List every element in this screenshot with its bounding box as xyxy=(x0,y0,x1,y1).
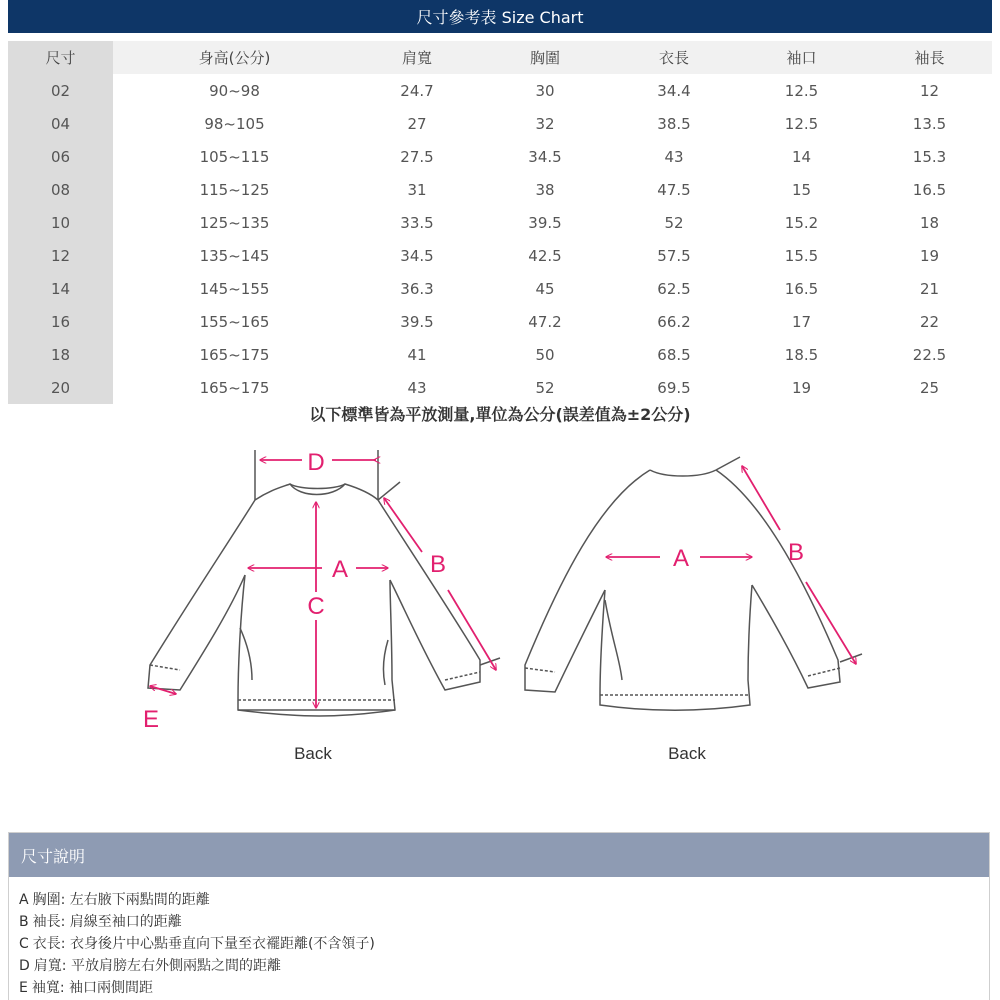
description-item xyxy=(19,977,989,999)
table-row xyxy=(8,107,992,140)
cell-length: 43 xyxy=(664,147,684,166)
cell-shoulder: 33.5 xyxy=(400,213,434,232)
left-label-e: E xyxy=(142,706,160,733)
left-label-b: B xyxy=(429,551,447,578)
description-key: E xyxy=(19,980,28,996)
cell-shoulder: 27 xyxy=(407,114,427,133)
size-description-header: 尺寸說明 xyxy=(9,833,989,877)
cell-shoulder: 27.5 xyxy=(400,147,434,166)
cell-shoulder: 34.5 xyxy=(400,246,434,265)
description-text: 胸圍: 左右腋下兩點間的距離 xyxy=(32,892,210,908)
cell-chest: 34.5 xyxy=(528,147,562,166)
header-size: 尺寸 xyxy=(8,41,113,74)
cell-shoulder: 36.3 xyxy=(400,279,434,298)
table-row xyxy=(8,305,992,338)
cell-length: 52 xyxy=(664,213,684,232)
table-row xyxy=(8,74,992,107)
cell-sleeve: 19 xyxy=(919,246,940,265)
cell-cuff: 14 xyxy=(791,147,812,166)
description-text: 衣長: 衣身後片中心點垂直向下量至衣襬距離(不含領子) xyxy=(32,936,375,952)
description-item xyxy=(19,911,989,933)
left-label-a: A xyxy=(331,556,349,583)
cell-chest: 45 xyxy=(535,279,555,298)
cell-sleeve: 13.5 xyxy=(912,114,947,133)
cell-sleeve: 12 xyxy=(919,81,940,100)
description-item xyxy=(19,889,989,911)
cell-height: 90~98 xyxy=(209,81,260,100)
right-label-b: B xyxy=(787,539,805,566)
cell-cuff: 16.5 xyxy=(784,279,819,298)
cell-height: 115~125 xyxy=(199,180,270,199)
right-measure-lines xyxy=(606,466,856,664)
description-key: A xyxy=(19,892,29,908)
cell-shoulder: 43 xyxy=(407,378,427,397)
cell-length: 38.5 xyxy=(657,114,691,133)
cell-shoulder: 31 xyxy=(407,180,427,199)
cell-height: 165~175 xyxy=(199,345,270,364)
cell-size: 20 xyxy=(8,371,113,404)
cell-shoulder: 24.7 xyxy=(400,81,434,100)
header-sleeve: 袖長 xyxy=(867,41,992,74)
right-label-a: A xyxy=(672,545,690,572)
cell-length: 57.5 xyxy=(657,246,691,265)
cell-height: 105~115 xyxy=(199,147,270,166)
cell-height: 145~155 xyxy=(199,279,270,298)
measurement-diagram xyxy=(0,430,1000,780)
description-key: C xyxy=(19,936,29,952)
cell-size: 12 xyxy=(8,239,113,272)
cell-size: 16 xyxy=(8,305,113,338)
description-text: 袖寬: 袖口兩側間距 xyxy=(31,980,154,996)
cell-size: 18 xyxy=(8,338,113,371)
left-label-c: C xyxy=(307,593,325,620)
cell-shoulder: 39.5 xyxy=(400,312,434,331)
table-row xyxy=(8,173,992,206)
cell-height: 155~165 xyxy=(199,312,270,331)
description-key: D xyxy=(19,958,30,974)
header-length: 衣長 xyxy=(612,41,736,74)
table-row xyxy=(8,272,992,305)
size-table xyxy=(8,41,992,404)
table-row xyxy=(8,239,992,272)
description-item xyxy=(19,933,989,955)
cell-length: 66.2 xyxy=(657,312,691,331)
header-shoulder: 肩寬 xyxy=(356,41,478,74)
cell-sleeve: 15.3 xyxy=(912,147,947,166)
cell-chest: 50 xyxy=(535,345,555,364)
cell-size: 02 xyxy=(8,74,113,107)
cell-cuff: 12.5 xyxy=(784,81,819,100)
table-row xyxy=(8,371,992,404)
cell-length: 69.5 xyxy=(657,378,691,397)
cell-size: 10 xyxy=(8,206,113,239)
left-caption: Back xyxy=(294,744,332,763)
cell-sleeve: 25 xyxy=(919,378,940,397)
size-description-panel xyxy=(8,832,990,1000)
table-row xyxy=(8,140,992,173)
measurement-notice: 以下標準皆為平放測量,單位為公分(誤差值為±2公分) xyxy=(309,405,691,424)
cell-sleeve: 22 xyxy=(919,312,940,331)
cell-sleeve: 22.5 xyxy=(912,345,947,364)
cell-cuff: 17 xyxy=(791,312,812,331)
cell-height: 135~145 xyxy=(199,246,270,265)
size-description-list xyxy=(9,877,989,999)
cell-sleeve: 16.5 xyxy=(912,180,947,199)
left-garment-illustration xyxy=(148,450,500,716)
cell-height: 165~175 xyxy=(199,378,270,397)
header-chest: 胸圍 xyxy=(478,41,612,74)
right-caption: Back xyxy=(668,744,706,763)
table-header-row xyxy=(8,41,992,74)
cell-cuff: 19 xyxy=(791,378,812,397)
cell-shoulder: 41 xyxy=(407,345,427,364)
left-label-d: D xyxy=(307,449,325,476)
size-chart-title: 尺寸參考表 Size Chart xyxy=(8,0,992,33)
cell-chest: 39.5 xyxy=(528,213,562,232)
description-key: B xyxy=(19,914,29,930)
table-row xyxy=(8,338,992,371)
cell-chest: 30 xyxy=(535,81,555,100)
cell-height: 98~105 xyxy=(204,114,265,133)
cell-size: 04 xyxy=(8,107,113,140)
cell-length: 68.5 xyxy=(657,345,691,364)
cell-size: 08 xyxy=(8,173,113,206)
cell-length: 34.4 xyxy=(657,81,691,100)
cell-cuff: 12.5 xyxy=(784,114,819,133)
description-text: 袖長: 肩線至袖口的距離 xyxy=(32,914,182,930)
cell-chest: 42.5 xyxy=(528,246,562,265)
cell-length: 47.5 xyxy=(657,180,691,199)
cell-cuff: 15.2 xyxy=(784,213,819,232)
cell-cuff: 18.5 xyxy=(784,345,819,364)
cell-chest: 38 xyxy=(535,180,555,199)
description-item xyxy=(19,955,989,977)
header-height: 身高(公分) xyxy=(113,41,356,74)
cell-cuff: 15 xyxy=(791,180,812,199)
cell-size: 14 xyxy=(8,272,113,305)
right-garment-illustration xyxy=(525,457,862,710)
cell-sleeve: 18 xyxy=(919,213,940,232)
cell-cuff: 15.5 xyxy=(784,246,819,265)
cell-chest: 32 xyxy=(535,114,555,133)
cell-sleeve: 21 xyxy=(919,279,940,298)
cell-chest: 52 xyxy=(535,378,555,397)
cell-length: 62.5 xyxy=(657,279,691,298)
table-row xyxy=(8,206,992,239)
header-cuff: 袖口 xyxy=(736,41,867,74)
description-text: 肩寬: 平放肩膀左右外側兩點之間的距離 xyxy=(33,958,281,974)
cell-size: 06 xyxy=(8,140,113,173)
cell-chest: 47.2 xyxy=(528,312,562,331)
cell-height: 125~135 xyxy=(199,213,270,232)
